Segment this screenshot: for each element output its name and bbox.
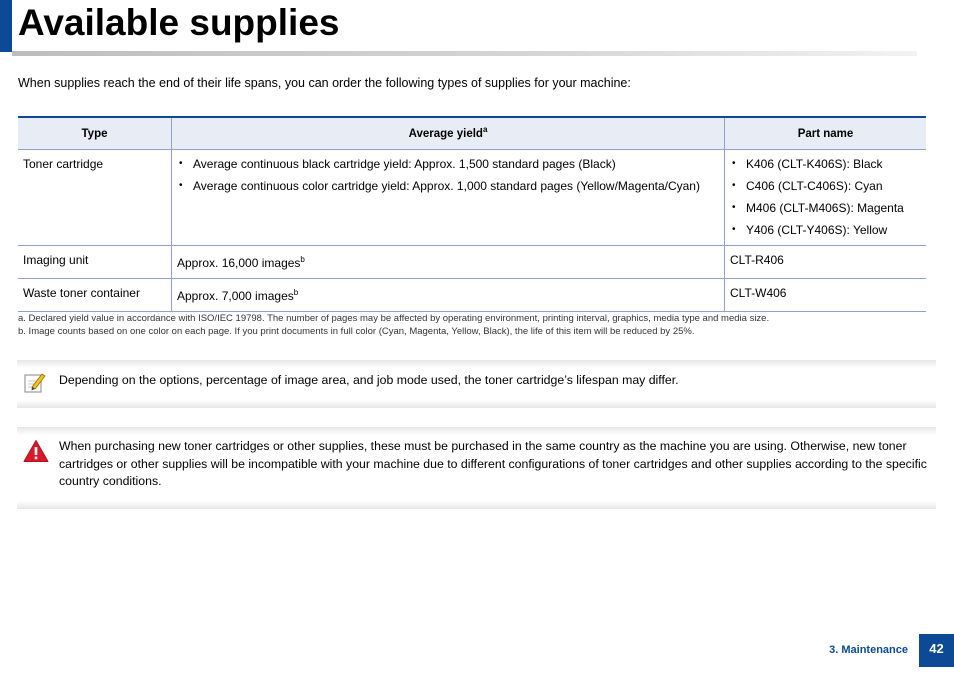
title-accent-bar (0, 0, 12, 52)
table-row (18, 246, 926, 279)
yield-list (177, 156, 718, 194)
list-item: • M406 (CLT-M406S): Magenta (730, 200, 920, 216)
warning-text: When purchasing new toner cartridges or other supplies, these must be purchased in the same country as the machine you are using. Otherwise, new toner cartridges or other supplies will be incompatible with your machine due to different configurations of toner cartridges and other supplies according to the specific country conditions. (59, 439, 927, 488)
table-header-row (18, 117, 926, 150)
yield-text: Approx. 16,000 images (177, 256, 301, 270)
footnote-ref: b (300, 255, 305, 264)
table-footnotes (18, 312, 769, 338)
footer-section-label: 3. Maintenance (829, 644, 908, 656)
footnote-ref: a (482, 124, 488, 134)
list-item: • Average continuous color cartridge yield: Approx. 1,000 standard pages (Yellow/Magenta/Cyan) (177, 178, 718, 194)
cell-yield (172, 279, 725, 312)
cell-part: CLT-R406 (725, 246, 927, 279)
list-item: • C406 (CLT-C406S): Cyan (730, 178, 920, 194)
table-row (18, 279, 926, 312)
supplies-table (18, 116, 926, 312)
cell-part: CLT-W406 (725, 279, 927, 312)
note-text: Depending on the options, percentage of image area, and job mode used, the toner cartridge’s lifespan may differ. (59, 373, 679, 387)
yield-text: Approx. 7,000 images (177, 289, 294, 303)
list-item: • Y406 (CLT-Y406S): Yellow (730, 222, 920, 238)
footnote-b: b. Image counts based on one color on each page. If you print documents in full color (Cyan, Magenta, Yellow, Black), the life of this item will be reduced by 25%. (18, 326, 695, 337)
header-average-yield (172, 117, 725, 150)
header-average-yield-label: Average yield (408, 127, 483, 140)
table-row (18, 150, 926, 246)
page-number: 42 (919, 634, 954, 667)
warning-box (17, 427, 936, 509)
title-underline (12, 51, 917, 56)
cell-yield (172, 246, 725, 279)
header-type: Type (18, 117, 172, 150)
cell-type: Waste toner container (18, 279, 172, 312)
footnote-a: a. Declared yield value in accordance with ISO/IEC 19798. The number of pages may be affected by operating environment, printing interval, graphics, media type and media size. (18, 313, 770, 324)
page-title: Available supplies (18, 2, 340, 43)
intro-text: When supplies reach the end of their life spans, you can order the following types of supplies for your machine: (18, 76, 631, 90)
cell-part (725, 150, 927, 246)
cell-yield (172, 150, 725, 246)
cell-type: Toner cartridge (18, 150, 172, 246)
warning-icon (23, 439, 49, 468)
list-item: • K406 (CLT-K406S): Black (730, 156, 920, 172)
list-item: • Average continuous black cartridge yield: Approx. 1,500 standard pages (Black) (177, 156, 718, 172)
note-pencil-icon (23, 371, 47, 400)
footnote-ref: b (293, 288, 299, 297)
part-list (730, 156, 920, 238)
cell-type: Imaging unit (18, 246, 172, 279)
note-box (17, 360, 936, 408)
header-part-name: Part name (725, 117, 927, 150)
